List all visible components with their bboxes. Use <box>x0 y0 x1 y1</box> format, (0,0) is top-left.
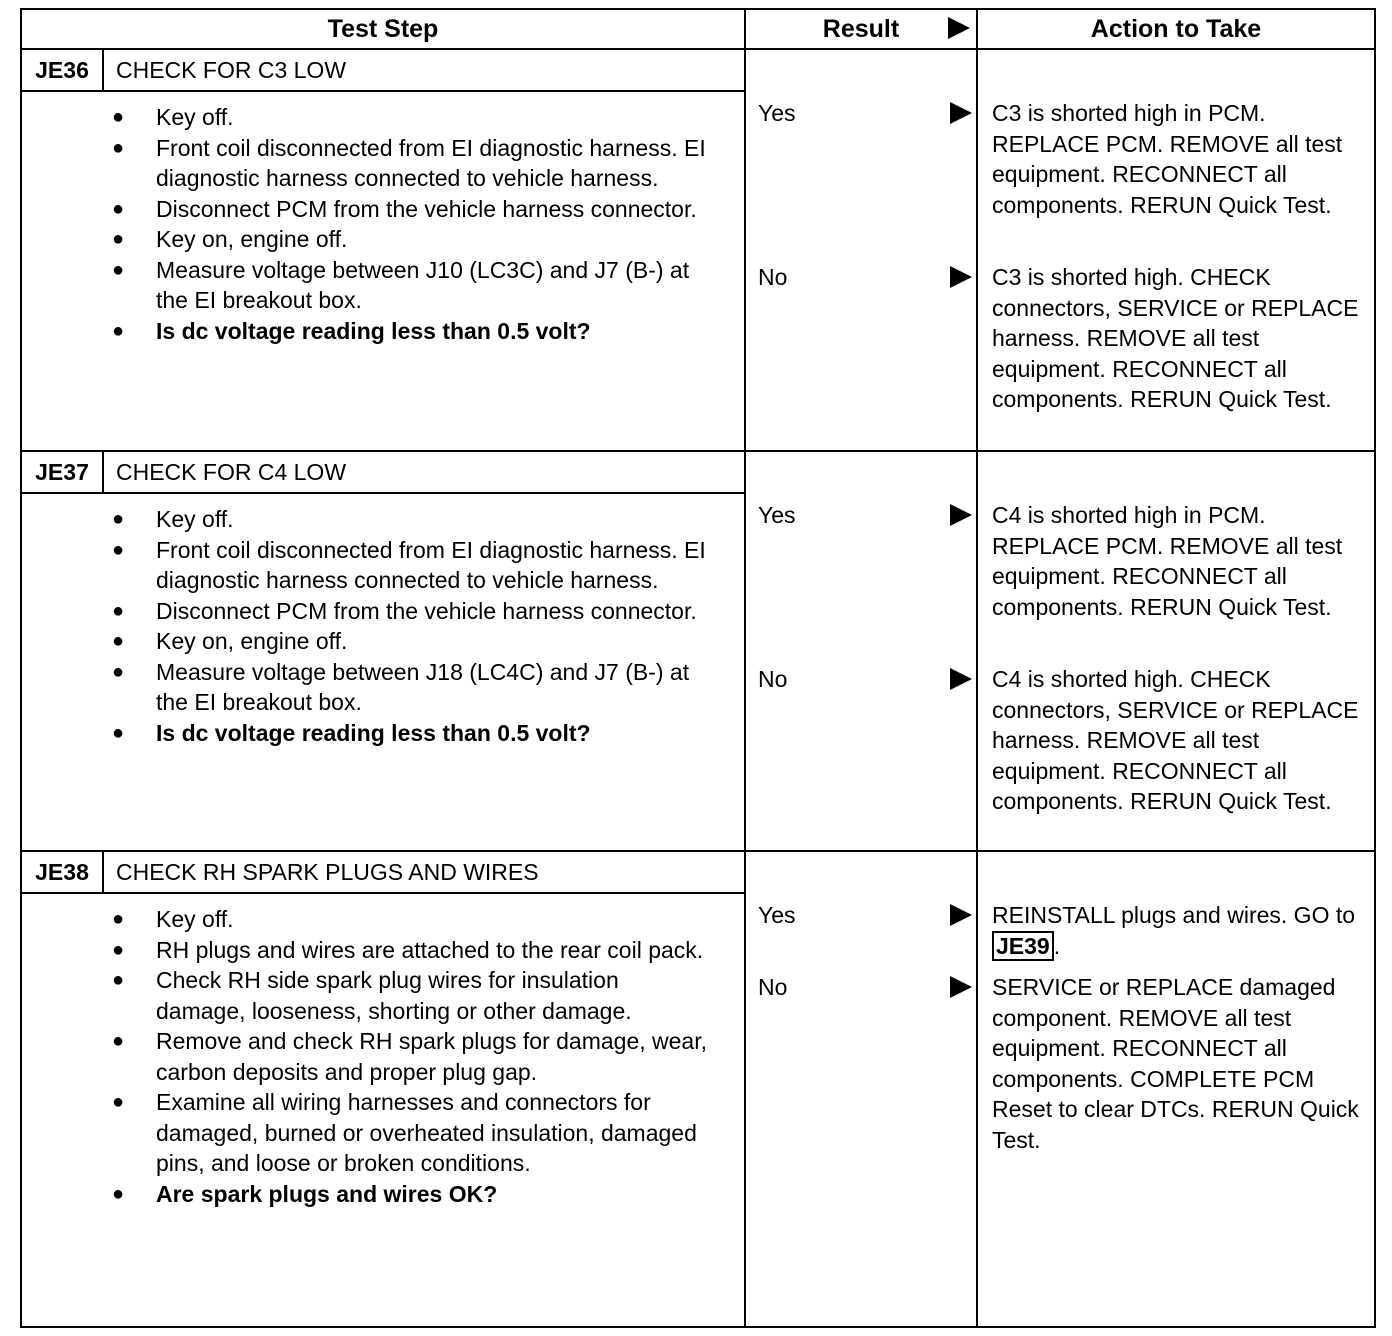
arrow-right-icon <box>950 976 972 998</box>
step-title: CHECK RH SPARK PLUGS AND WIRES <box>116 859 539 885</box>
bullet-item: ● Examine all wiring harnesses and connectors for damaged, burned or overheated insulation, damaged pins, and loose or broken conditions. <box>22 1087 744 1179</box>
bullet-item: ● Measure voltage between J10 (LC3C) and J7 (B-) at the EI breakout box. <box>22 255 744 316</box>
diagnostic-table-sheet <box>20 8 1374 1328</box>
header-result <box>745 9 977 49</box>
header-result-label: Result <box>822 15 900 43</box>
bullet-question: ● Is dc voltage reading less than 0.5 volt? <box>22 316 744 347</box>
arrow-right-icon <box>950 668 972 690</box>
result-no: No <box>758 264 788 290</box>
bullet-item: ● Key off. <box>22 102 744 133</box>
step-link-je39[interactable]: JE39 <box>992 931 1054 961</box>
step-id: JE37 <box>22 452 104 492</box>
test-step-cell <box>21 451 745 851</box>
header-action: Action to Take <box>977 9 1375 49</box>
arrow-right-icon <box>950 904 972 926</box>
bullet-item: ● Measure voltage between J18 (LC4C) and J7 (B-) at the EI breakout box. <box>22 657 744 718</box>
action-yes: C3 is shorted high in PCM. REPLACE PCM. REMOVE all test equipment. RECONNECT all components. RERUN Quick Test. <box>992 100 1343 218</box>
action-yes-end: . <box>1053 932 1061 959</box>
arrow-right-icon <box>950 266 972 288</box>
step-title: CHECK FOR C3 LOW <box>116 57 347 83</box>
action-yes: C4 is shorted high in PCM. REPLACE PCM. REMOVE all test equipment. RECONNECT all components. RERUN Quick Test. <box>992 502 1343 620</box>
step-title: CHECK FOR C4 LOW <box>116 459 347 485</box>
action-yes-text: REINSTALL plugs and wires. GO to <box>992 902 1356 928</box>
step-id: JE38 <box>22 852 104 892</box>
bullet-item: ● Key on, engine off. <box>22 626 744 657</box>
header-test-step: Test Step <box>21 9 745 49</box>
arrow-right-icon <box>950 102 972 124</box>
bullet-item: ● Key on, engine off. <box>22 224 744 255</box>
header-row <box>21 9 1375 49</box>
result-yes: Yes <box>758 902 796 928</box>
result-cell <box>745 851 977 1327</box>
step-bullet-list <box>22 894 744 1221</box>
step-header <box>22 852 744 894</box>
arrow-right-icon <box>950 504 972 526</box>
result-yes: Yes <box>758 502 796 528</box>
action-cell <box>977 49 1375 451</box>
bullet-item: ● Disconnect PCM from the vehicle harness connector. <box>22 194 744 225</box>
step-row-je38 <box>21 851 1375 1327</box>
test-step-cell <box>21 49 745 451</box>
bullet-item: ● Front coil disconnected from EI diagnostic harness. EI diagnostic harness connected to vehicle harness. <box>22 133 744 194</box>
step-bullet-list <box>22 92 744 358</box>
step-id: JE36 <box>22 50 104 90</box>
result-yes: Yes <box>758 100 796 126</box>
bullet-item: ● Remove and check RH spark plugs for damage, wear, carbon deposits and proper plug gap. <box>22 1026 744 1087</box>
test-step-cell <box>21 851 745 1327</box>
bullet-item: ● Key off. <box>22 504 744 535</box>
result-no: No <box>758 666 788 692</box>
bullet-item: ● Disconnect PCM from the vehicle harness connector. <box>22 596 744 627</box>
bullet-item: ● Key off. <box>22 904 744 935</box>
bullet-item: ● Check RH side spark plug wires for insulation damage, looseness, shorting or other damage. <box>22 965 744 1026</box>
step-header <box>22 50 744 92</box>
action-no: C4 is shorted high. CHECK connectors, SERVICE or REPLACE harness. REMOVE all test equipment. RECONNECT all components. RERUN Quick Test. <box>992 666 1359 814</box>
bullet-question: ● Is dc voltage reading less than 0.5 volt? <box>22 718 744 749</box>
action-cell <box>977 851 1375 1327</box>
step-bullet-list <box>22 494 744 760</box>
action-cell <box>977 451 1375 851</box>
bullet-item: ● Front coil disconnected from EI diagnostic harness. EI diagnostic harness connected to vehicle harness. <box>22 535 744 596</box>
result-cell <box>745 49 977 451</box>
step-row-je36 <box>21 49 1375 451</box>
result-cell <box>745 451 977 851</box>
action-yes <box>992 900 1366 961</box>
step-header <box>22 452 744 494</box>
result-no: No <box>758 974 788 1000</box>
action-no: SERVICE or REPLACE damaged component. REMOVE all test equipment. RECONNECT all components. COMPLETE PCM Reset to clear DTCs. RERUN Quick Test. <box>992 974 1359 1153</box>
step-row-je37 <box>21 451 1375 851</box>
bullet-item: ● RH plugs and wires are attached to the rear coil pack. <box>22 935 744 966</box>
arrow-right-icon <box>948 17 970 39</box>
bullet-question: ● Are spark plugs and wires OK? <box>22 1179 744 1210</box>
action-no: C3 is shorted high. CHECK connectors, SERVICE or REPLACE harness. REMOVE all test equipment. RECONNECT all components. RERUN Quick Test. <box>992 264 1359 412</box>
diagnostic-table <box>20 8 1376 1328</box>
